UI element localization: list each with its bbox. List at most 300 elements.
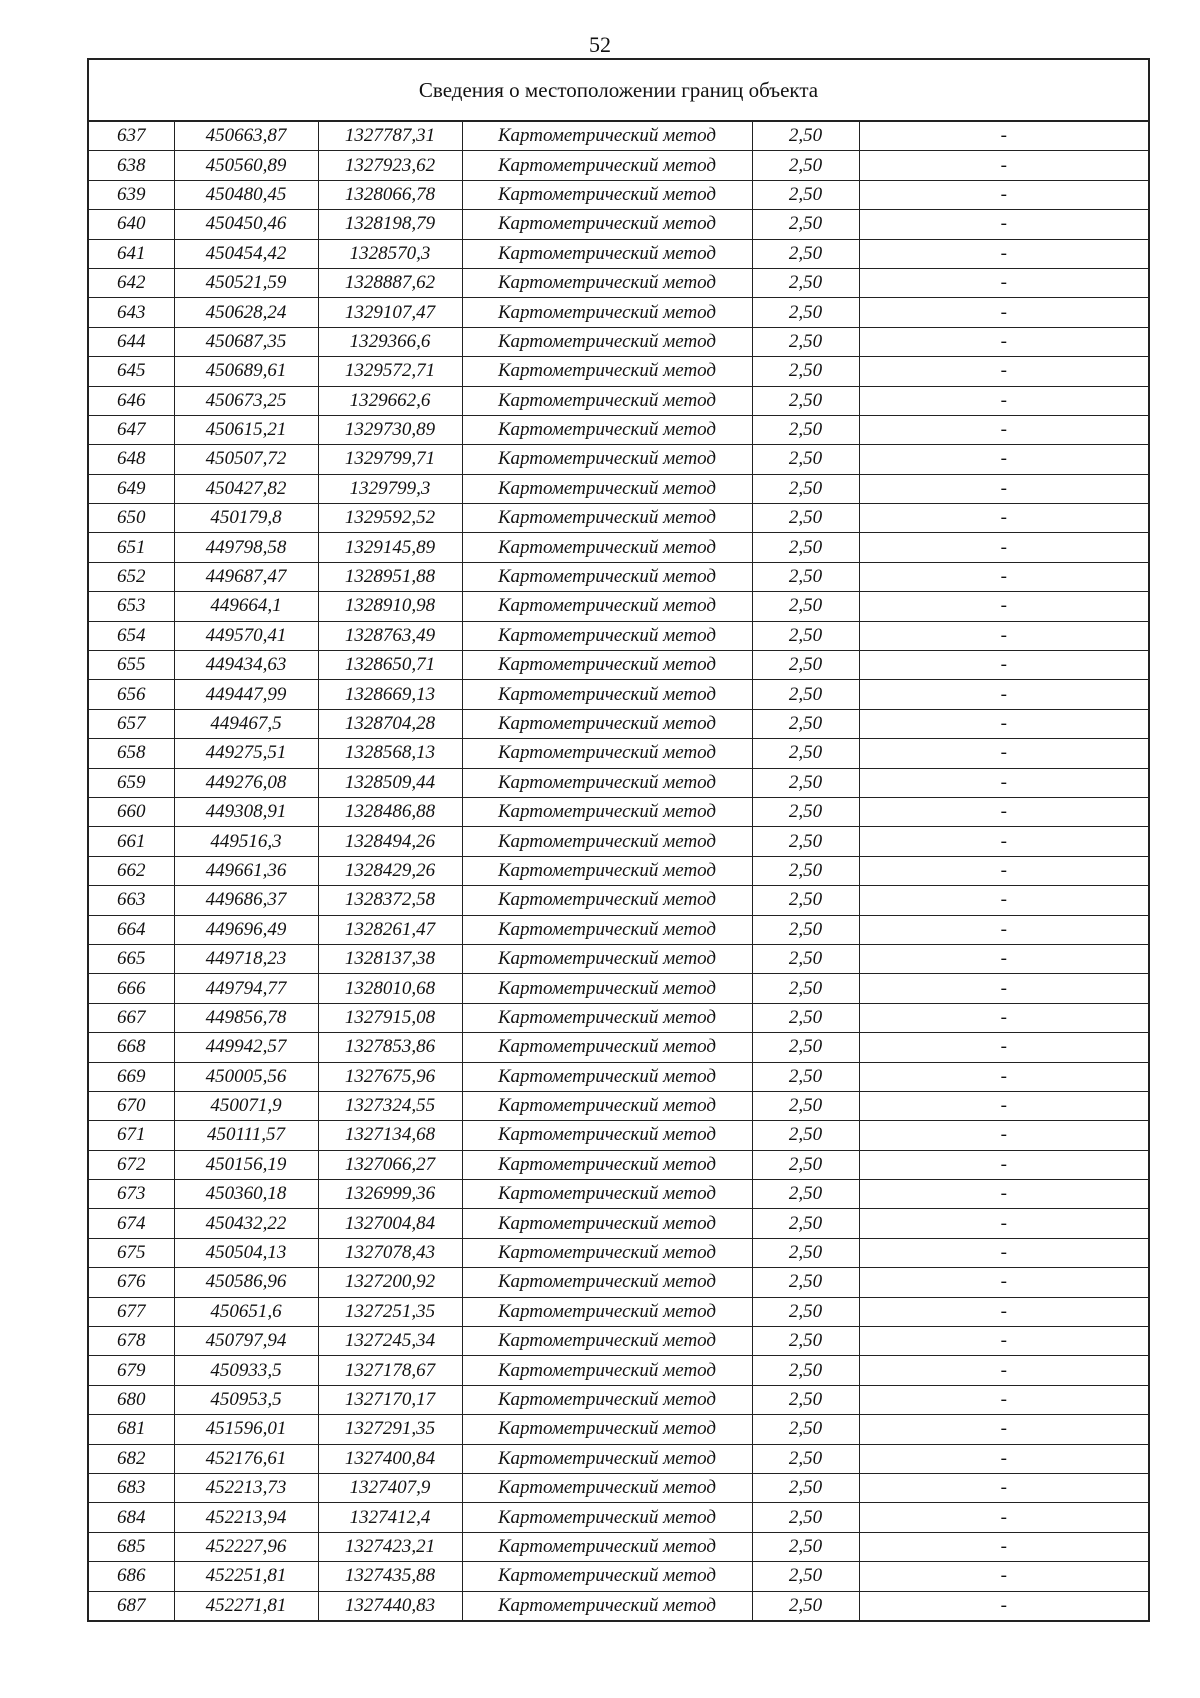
coordinate-x-cell: 449467,5 (174, 709, 318, 738)
table-row (88, 180, 1149, 209)
table-row (88, 915, 1149, 944)
coordinate-x-cell: 449275,51 (174, 739, 318, 768)
coordinate-y-cell: 1329592,52 (318, 504, 462, 533)
table-row (88, 680, 1149, 709)
method-cell: Картометрический метод (462, 797, 752, 826)
table-row (88, 1033, 1149, 1062)
accuracy-cell: 2,50 (752, 1297, 859, 1326)
coordinate-y-cell: 1328261,47 (318, 915, 462, 944)
coordinate-y-cell: 1327423,21 (318, 1532, 462, 1561)
point-number-cell: 679 (88, 1356, 174, 1385)
point-number-cell: 660 (88, 797, 174, 826)
accuracy-cell: 2,50 (752, 739, 859, 768)
accuracy-cell: 2,50 (752, 1415, 859, 1444)
table-row (88, 474, 1149, 503)
accuracy-cell: 2,50 (752, 268, 859, 297)
accuracy-cell: 2,50 (752, 1238, 859, 1267)
accuracy-cell: 2,50 (752, 1150, 859, 1179)
table-row (88, 1180, 1149, 1209)
method-cell: Картометрический метод (462, 1444, 752, 1473)
description-cell: - (859, 121, 1149, 151)
accuracy-cell: 2,50 (752, 1327, 859, 1356)
point-number-cell: 687 (88, 1591, 174, 1621)
table-row (88, 1532, 1149, 1561)
point-number-cell: 655 (88, 651, 174, 680)
accuracy-cell: 2,50 (752, 298, 859, 327)
table-row (88, 886, 1149, 915)
coordinate-x-cell: 450953,5 (174, 1385, 318, 1414)
coordinate-y-cell: 1327787,31 (318, 121, 462, 151)
table-row (88, 768, 1149, 797)
point-number-cell: 667 (88, 1003, 174, 1032)
accuracy-cell: 2,50 (752, 504, 859, 533)
coordinate-x-cell: 450071,9 (174, 1091, 318, 1120)
method-cell: Картометрический метод (462, 474, 752, 503)
coordinate-y-cell: 1327324,55 (318, 1091, 462, 1120)
method-cell: Картометрический метод (462, 592, 752, 621)
coordinate-y-cell: 1328910,98 (318, 592, 462, 621)
coordinate-x-cell: 450628,24 (174, 298, 318, 327)
method-cell: Картометрический метод (462, 680, 752, 709)
point-number-cell: 684 (88, 1503, 174, 1532)
point-number-cell: 657 (88, 709, 174, 738)
coordinate-x-cell: 449308,91 (174, 797, 318, 826)
table-row (88, 121, 1149, 151)
accuracy-cell: 2,50 (752, 1121, 859, 1150)
method-cell: Картометрический метод (462, 415, 752, 444)
description-cell: - (859, 944, 1149, 973)
description-cell: - (859, 915, 1149, 944)
method-cell: Картометрический метод (462, 1503, 752, 1532)
accuracy-cell: 2,50 (752, 680, 859, 709)
description-cell: - (859, 1473, 1149, 1502)
point-number-cell: 681 (88, 1415, 174, 1444)
point-number-cell: 647 (88, 415, 174, 444)
table-row (88, 709, 1149, 738)
table-row (88, 1121, 1149, 1150)
table-row (88, 1444, 1149, 1473)
coordinate-x-cell: 450687,35 (174, 327, 318, 356)
method-cell: Картометрический метод (462, 210, 752, 239)
method-cell: Картометрический метод (462, 886, 752, 915)
coordinate-y-cell: 1327400,84 (318, 1444, 462, 1473)
coordinate-x-cell: 449516,3 (174, 827, 318, 856)
method-cell: Картометрический метод (462, 1532, 752, 1561)
coordinate-x-cell: 452213,94 (174, 1503, 318, 1532)
coordinate-y-cell: 1326999,36 (318, 1180, 462, 1209)
coordinate-x-cell: 452213,73 (174, 1473, 318, 1502)
method-cell: Картометрический метод (462, 1385, 752, 1414)
method-cell: Картометрический метод (462, 180, 752, 209)
table-row (88, 974, 1149, 1003)
coordinate-x-cell: 452251,81 (174, 1562, 318, 1591)
accuracy-cell: 2,50 (752, 151, 859, 180)
coordinate-y-cell: 1327078,43 (318, 1238, 462, 1267)
table-row (88, 651, 1149, 680)
description-cell: - (859, 1268, 1149, 1297)
point-number-cell: 683 (88, 1473, 174, 1502)
description-cell: - (859, 1033, 1149, 1062)
description-cell: - (859, 1385, 1149, 1414)
point-number-cell: 675 (88, 1238, 174, 1267)
description-cell: - (859, 1180, 1149, 1209)
accuracy-cell: 2,50 (752, 797, 859, 826)
accuracy-cell: 2,50 (752, 915, 859, 944)
accuracy-cell: 2,50 (752, 974, 859, 1003)
table-row (88, 239, 1149, 268)
method-cell: Картометрический метод (462, 856, 752, 885)
description-cell: - (859, 1503, 1149, 1532)
coordinate-y-cell: 1328429,26 (318, 856, 462, 885)
point-number-cell: 673 (88, 1180, 174, 1209)
coordinate-x-cell: 450507,72 (174, 445, 318, 474)
coordinate-y-cell: 1327245,34 (318, 1327, 462, 1356)
coordinate-x-cell: 450427,82 (174, 474, 318, 503)
coordinate-x-cell: 450111,57 (174, 1121, 318, 1150)
accuracy-cell: 2,50 (752, 386, 859, 415)
accuracy-cell: 2,50 (752, 121, 859, 151)
table-row (88, 1327, 1149, 1356)
accuracy-cell: 2,50 (752, 1503, 859, 1532)
table-title: Сведения о местоположении границ объекта (88, 59, 1149, 121)
point-number-cell: 686 (88, 1562, 174, 1591)
description-cell: - (859, 180, 1149, 209)
description-cell: - (859, 445, 1149, 474)
coordinate-y-cell: 1328887,62 (318, 268, 462, 297)
method-cell: Картометрический метод (462, 1268, 752, 1297)
table-row (88, 210, 1149, 239)
point-number-cell: 645 (88, 357, 174, 386)
coordinate-y-cell: 1328509,44 (318, 768, 462, 797)
description-cell: - (859, 1297, 1149, 1326)
method-cell: Картометрический метод (462, 1591, 752, 1621)
description-cell: - (859, 739, 1149, 768)
description-cell: - (859, 1591, 1149, 1621)
method-cell: Картометрический метод (462, 357, 752, 386)
accuracy-cell: 2,50 (752, 886, 859, 915)
accuracy-cell: 2,50 (752, 621, 859, 650)
coordinate-x-cell: 450432,22 (174, 1209, 318, 1238)
coordinate-x-cell: 452227,96 (174, 1532, 318, 1561)
description-cell: - (859, 680, 1149, 709)
table-row (88, 1473, 1149, 1502)
point-number-cell: 653 (88, 592, 174, 621)
table-row (88, 1268, 1149, 1297)
coordinate-y-cell: 1329799,3 (318, 474, 462, 503)
description-cell: - (859, 1532, 1149, 1561)
coordinate-x-cell: 450933,5 (174, 1356, 318, 1385)
accuracy-cell: 2,50 (752, 445, 859, 474)
coordinate-x-cell: 449276,08 (174, 768, 318, 797)
point-number-cell: 648 (88, 445, 174, 474)
accuracy-cell: 2,50 (752, 651, 859, 680)
table-row (88, 1415, 1149, 1444)
table-row (88, 1385, 1149, 1414)
coordinate-x-cell: 449718,23 (174, 944, 318, 973)
method-cell: Картометрический метод (462, 1150, 752, 1179)
point-number-cell: 642 (88, 268, 174, 297)
description-cell: - (859, 1091, 1149, 1120)
table-row (88, 1591, 1149, 1621)
point-number-cell: 661 (88, 827, 174, 856)
coordinate-x-cell: 450673,25 (174, 386, 318, 415)
coordinate-x-cell: 450450,46 (174, 210, 318, 239)
table-row (88, 415, 1149, 444)
coordinate-x-cell: 450797,94 (174, 1327, 318, 1356)
method-cell: Картометрический метод (462, 1003, 752, 1032)
coordinate-y-cell: 1327178,67 (318, 1356, 462, 1385)
method-cell: Картометрический метод (462, 151, 752, 180)
table-row (88, 386, 1149, 415)
method-cell: Картометрический метод (462, 298, 752, 327)
description-cell: - (859, 1327, 1149, 1356)
point-number-cell: 650 (88, 504, 174, 533)
table-row (88, 1209, 1149, 1238)
method-cell: Картометрический метод (462, 827, 752, 856)
table-row (88, 739, 1149, 768)
coordinate-x-cell: 450586,96 (174, 1268, 318, 1297)
table-row (88, 797, 1149, 826)
coordinate-x-cell: 449570,41 (174, 621, 318, 650)
accuracy-cell: 2,50 (752, 1473, 859, 1502)
coordinate-y-cell: 1328669,13 (318, 680, 462, 709)
table-row (88, 856, 1149, 885)
accuracy-cell: 2,50 (752, 592, 859, 621)
coordinate-y-cell: 1328951,88 (318, 562, 462, 591)
description-cell: - (859, 386, 1149, 415)
coordinate-y-cell: 1327435,88 (318, 1562, 462, 1591)
accuracy-cell: 2,50 (752, 944, 859, 973)
method-cell: Картометрический метод (462, 1033, 752, 1062)
coordinate-x-cell: 450156,19 (174, 1150, 318, 1179)
coordinate-y-cell: 1327407,9 (318, 1473, 462, 1502)
coordinate-y-cell: 1327853,86 (318, 1033, 462, 1062)
coordinate-x-cell: 450360,18 (174, 1180, 318, 1209)
table-row (88, 504, 1149, 533)
point-number-cell: 652 (88, 562, 174, 591)
coordinate-y-cell: 1329572,71 (318, 357, 462, 386)
coordinate-x-cell: 449687,47 (174, 562, 318, 591)
method-cell: Картометрический метод (462, 1180, 752, 1209)
coordinate-y-cell: 1327923,62 (318, 151, 462, 180)
method-cell: Картометрический метод (462, 768, 752, 797)
table-row (88, 533, 1149, 562)
coordinate-x-cell: 449447,99 (174, 680, 318, 709)
coordinate-y-cell: 1327251,35 (318, 1297, 462, 1326)
method-cell: Картометрический метод (462, 121, 752, 151)
accuracy-cell: 2,50 (752, 1209, 859, 1238)
point-number-cell: 644 (88, 327, 174, 356)
coordinate-y-cell: 1329662,6 (318, 386, 462, 415)
table-row (88, 327, 1149, 356)
coordinate-y-cell: 1327915,08 (318, 1003, 462, 1032)
method-cell: Картометрический метод (462, 1121, 752, 1150)
description-cell: - (859, 533, 1149, 562)
point-number-cell: 641 (88, 239, 174, 268)
table-row (88, 1562, 1149, 1591)
coordinate-y-cell: 1327291,35 (318, 1415, 462, 1444)
accuracy-cell: 2,50 (752, 239, 859, 268)
accuracy-cell: 2,50 (752, 827, 859, 856)
description-cell: - (859, 1444, 1149, 1473)
coordinate-y-cell: 1327004,84 (318, 1209, 462, 1238)
point-number-cell: 665 (88, 944, 174, 973)
description-cell: - (859, 651, 1149, 680)
coordinate-x-cell: 450179,8 (174, 504, 318, 533)
accuracy-cell: 2,50 (752, 1180, 859, 1209)
table-row (88, 1062, 1149, 1091)
description-cell: - (859, 592, 1149, 621)
coordinate-x-cell: 450454,42 (174, 239, 318, 268)
table-row (88, 268, 1149, 297)
point-number-cell: 674 (88, 1209, 174, 1238)
coordinate-x-cell: 450560,89 (174, 151, 318, 180)
table-row (88, 1503, 1149, 1532)
point-number-cell: 637 (88, 121, 174, 151)
point-number-cell: 640 (88, 210, 174, 239)
method-cell: Картометрический метод (462, 1209, 752, 1238)
description-cell: - (859, 1356, 1149, 1385)
accuracy-cell: 2,50 (752, 1591, 859, 1621)
method-cell: Картометрический метод (462, 533, 752, 562)
description-cell: - (859, 1415, 1149, 1444)
coordinate-x-cell: 449434,63 (174, 651, 318, 680)
table-row (88, 1297, 1149, 1326)
point-number-cell: 646 (88, 386, 174, 415)
point-number-cell: 663 (88, 886, 174, 915)
point-number-cell: 659 (88, 768, 174, 797)
description-cell: - (859, 562, 1149, 591)
method-cell: Картометрический метод (462, 739, 752, 768)
method-cell: Картометрический метод (462, 1473, 752, 1502)
description-cell: - (859, 974, 1149, 1003)
description-cell: - (859, 856, 1149, 885)
description-cell: - (859, 474, 1149, 503)
table-row (88, 357, 1149, 386)
coordinate-y-cell: 1329730,89 (318, 415, 462, 444)
point-number-cell: 670 (88, 1091, 174, 1120)
table-row (88, 1091, 1149, 1120)
point-number-cell: 638 (88, 151, 174, 180)
description-cell: - (859, 1003, 1149, 1032)
table-row (88, 445, 1149, 474)
point-number-cell: 676 (88, 1268, 174, 1297)
coordinate-y-cell: 1329366,6 (318, 327, 462, 356)
description-cell: - (859, 327, 1149, 356)
point-number-cell: 685 (88, 1532, 174, 1561)
method-cell: Картометрический метод (462, 1297, 752, 1326)
coordinate-x-cell: 450005,56 (174, 1062, 318, 1091)
method-cell: Картометрический метод (462, 944, 752, 973)
method-cell: Картометрический метод (462, 709, 752, 738)
coordinate-y-cell: 1329799,71 (318, 445, 462, 474)
coordinate-y-cell: 1328486,88 (318, 797, 462, 826)
description-cell: - (859, 151, 1149, 180)
point-number-cell: 654 (88, 621, 174, 650)
table-row (88, 1003, 1149, 1032)
description-cell: - (859, 415, 1149, 444)
point-number-cell: 656 (88, 680, 174, 709)
description-cell: - (859, 1238, 1149, 1267)
coordinate-x-cell: 449661,36 (174, 856, 318, 885)
accuracy-cell: 2,50 (752, 533, 859, 562)
table-row (88, 1150, 1149, 1179)
accuracy-cell: 2,50 (752, 1562, 859, 1591)
method-cell: Картометрический метод (462, 621, 752, 650)
method-cell: Картометрический метод (462, 268, 752, 297)
point-number-cell: 682 (88, 1444, 174, 1473)
coordinate-y-cell: 1328494,26 (318, 827, 462, 856)
accuracy-cell: 2,50 (752, 210, 859, 239)
accuracy-cell: 2,50 (752, 180, 859, 209)
coordinate-x-cell: 449696,49 (174, 915, 318, 944)
coordinate-y-cell: 1327170,17 (318, 1385, 462, 1414)
description-cell: - (859, 357, 1149, 386)
boundary-coordinates-table (87, 58, 1150, 1622)
point-number-cell: 678 (88, 1327, 174, 1356)
method-cell: Картометрический метод (462, 239, 752, 268)
method-cell: Картометрический метод (462, 1238, 752, 1267)
table-row (88, 298, 1149, 327)
accuracy-cell: 2,50 (752, 357, 859, 386)
description-cell: - (859, 1562, 1149, 1591)
coordinate-x-cell: 449664,1 (174, 592, 318, 621)
description-cell: - (859, 1121, 1149, 1150)
point-number-cell: 639 (88, 180, 174, 209)
method-cell: Картометрический метод (462, 651, 752, 680)
coordinate-x-cell: 450689,61 (174, 357, 318, 386)
coordinate-y-cell: 1328568,13 (318, 739, 462, 768)
coordinate-y-cell: 1327200,92 (318, 1268, 462, 1297)
coordinate-y-cell: 1327440,83 (318, 1591, 462, 1621)
method-cell: Картометрический метод (462, 1091, 752, 1120)
coordinate-x-cell: 450651,6 (174, 1297, 318, 1326)
description-cell: - (859, 709, 1149, 738)
point-number-cell: 651 (88, 533, 174, 562)
accuracy-cell: 2,50 (752, 1033, 859, 1062)
coordinate-x-cell: 450504,13 (174, 1238, 318, 1267)
table-row (88, 621, 1149, 650)
method-cell: Картометрический метод (462, 562, 752, 591)
table-row (88, 827, 1149, 856)
table-row (88, 944, 1149, 973)
coordinate-y-cell: 1328010,68 (318, 974, 462, 1003)
coordinate-x-cell: 449794,77 (174, 974, 318, 1003)
coordinate-x-cell: 449686,37 (174, 886, 318, 915)
coordinate-y-cell: 1328570,3 (318, 239, 462, 268)
description-cell: - (859, 827, 1149, 856)
accuracy-cell: 2,50 (752, 327, 859, 356)
coordinate-x-cell: 450480,45 (174, 180, 318, 209)
table-row (88, 562, 1149, 591)
table-title-row (88, 59, 1149, 121)
point-number-cell: 671 (88, 1121, 174, 1150)
point-number-cell: 668 (88, 1033, 174, 1062)
accuracy-cell: 2,50 (752, 1062, 859, 1091)
description-cell: - (859, 210, 1149, 239)
accuracy-cell: 2,50 (752, 474, 859, 503)
coordinate-x-cell: 450521,59 (174, 268, 318, 297)
accuracy-cell: 2,50 (752, 1356, 859, 1385)
method-cell: Картометрический метод (462, 915, 752, 944)
coordinate-x-cell: 450663,87 (174, 121, 318, 151)
accuracy-cell: 2,50 (752, 768, 859, 797)
point-number-cell: 662 (88, 856, 174, 885)
coordinate-y-cell: 1328137,38 (318, 944, 462, 973)
description-cell: - (859, 298, 1149, 327)
description-cell: - (859, 886, 1149, 915)
accuracy-cell: 2,50 (752, 856, 859, 885)
